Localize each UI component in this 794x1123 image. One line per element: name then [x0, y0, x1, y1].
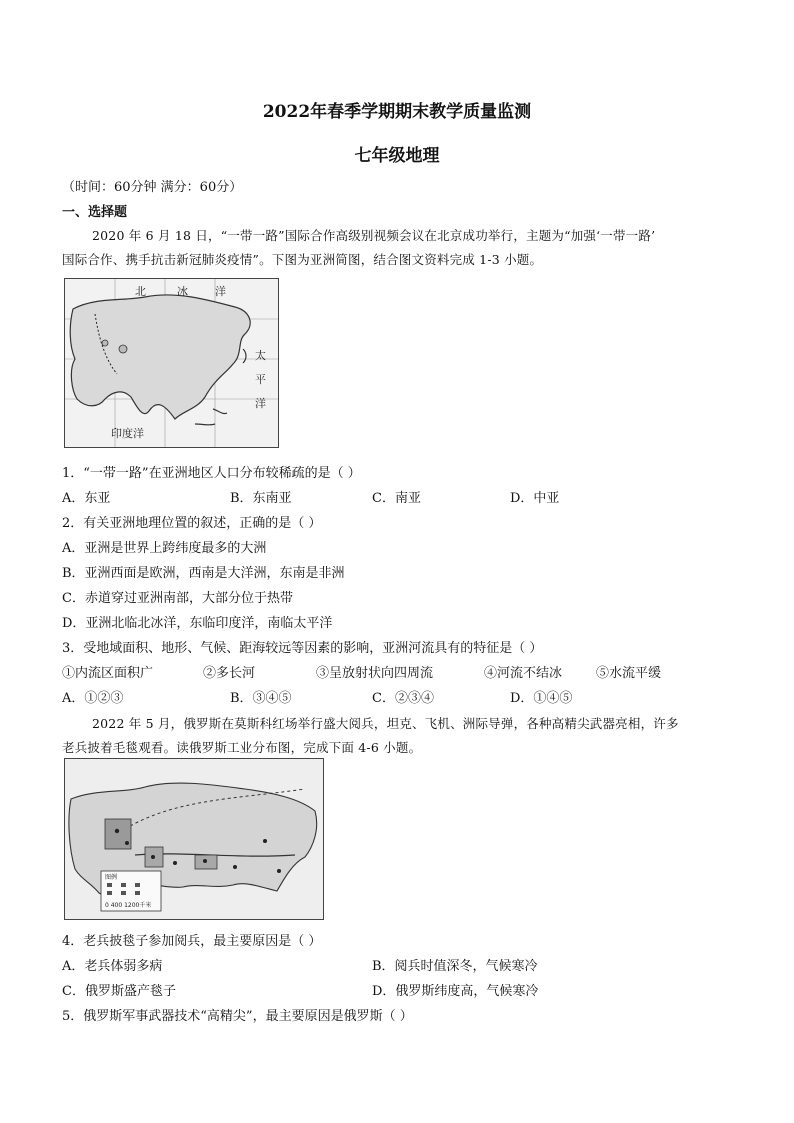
q4-stem: 4．老兵披毯子参加阅兵，最主要原因是（ ）: [62, 934, 322, 949]
map1-label-pac1: 太: [255, 349, 266, 362]
q4-option-c[interactable]: C．俄罗斯盛产毯子: [62, 984, 176, 999]
q1-option-c[interactable]: C．南亚: [372, 491, 421, 506]
map1-label-north: 北: [135, 285, 146, 298]
q3-option-d[interactable]: D．①④⑤: [510, 691, 573, 706]
q2-option-c[interactable]: C．赤道穿过亚洲南部，大部分位于热带: [62, 591, 293, 606]
map2-legend-title: 图例: [105, 874, 118, 881]
q3-stem: 3．受地域面积、地形、气候、距海较远等因素的影响，亚洲河流具有的特征是（ ）: [62, 641, 543, 656]
q3-option-a[interactable]: A．①②③: [62, 691, 124, 706]
q3-item-2: ②多长河: [203, 666, 256, 681]
asia-map: [64, 278, 279, 448]
q4-option-a[interactable]: A．老兵体弱多病: [62, 959, 163, 974]
q2-stem: 2．有关亚洲地理位置的叙述，正确的是（ ）: [62, 516, 322, 531]
map1-label-pac2: 平: [255, 373, 266, 386]
map1-label-pac3: 洋: [255, 397, 266, 410]
q3-item-1: ①内流区面积广: [62, 666, 154, 681]
q4-option-d[interactable]: D．俄罗斯纬度高，气候寒冷: [372, 984, 539, 999]
q1-option-d[interactable]: D．中亚: [510, 491, 560, 506]
q4-option-b[interactable]: B．阅兵时值深冬，气候寒冷: [372, 959, 538, 974]
map1-label-ice: 冰: [177, 285, 188, 298]
q3-item-3: ③呈放射状向四周流: [316, 666, 434, 681]
passage1-line1: 2020 年 6 月 18 日，“一带一路”国际合作高级别视频会议在北京成功举行，主题为“加强‘一带一路’: [92, 228, 656, 243]
q3-option-b[interactable]: B．③④⑤: [230, 691, 292, 706]
map2-scale: 0 400 1200千米: [105, 902, 152, 909]
q2-option-b[interactable]: B．亚洲西面是欧洲，西南是大洋洲，东南是非洲: [62, 566, 345, 581]
q1-option-a[interactable]: A．东亚: [62, 491, 111, 506]
exam-subtitle: 七年级地理: [354, 146, 440, 166]
section-heading: 一、选择题: [62, 205, 128, 220]
russia-industry-map: [64, 758, 324, 920]
q1-stem: 1．“一带一路”在亚洲地区人口分布较稀疏的是（ ）: [62, 466, 361, 481]
q3-option-c[interactable]: C．②③④: [372, 691, 434, 706]
map1-label-indian: 印度洋: [111, 427, 144, 440]
q3-item-5: ⑤水流平缓: [596, 666, 662, 681]
exam-title: 2022年春季学期期末教学质量监测: [262, 102, 532, 122]
q2-option-a[interactable]: A．亚洲是世界上跨纬度最多的大洲: [62, 541, 267, 556]
q1-option-b[interactable]: B．东南亚: [230, 491, 292, 506]
exam-info: （时间：60分钟 满分：60分）: [62, 180, 243, 195]
passage2-line1: 2022 年 5 月，俄罗斯在莫斯科红场举行盛大阅兵，坦克、飞机、洲际导弹，各种高精尖武器亮相，许多: [92, 716, 679, 731]
map1-label-ocean: 洋: [215, 285, 226, 298]
q5-stem: 5．俄罗斯军事武器技术“高精尖”，最主要原因是俄罗斯（ ）: [62, 1009, 413, 1024]
q2-option-d[interactable]: D．亚洲北临北冰洋，东临印度洋，南临太平洋: [62, 616, 333, 631]
q3-item-4: ④河流不结冰: [484, 666, 563, 681]
passage1-line2: 国际合作、携手抗击新冠肺炎疫情”。下图为亚洲简图，结合图文资料完成 1-3 小题。: [62, 252, 543, 267]
passage2-line2: 老兵披着毛毯观看。读俄罗斯工业分布图，完成下面 4-6 小题。: [62, 740, 422, 755]
